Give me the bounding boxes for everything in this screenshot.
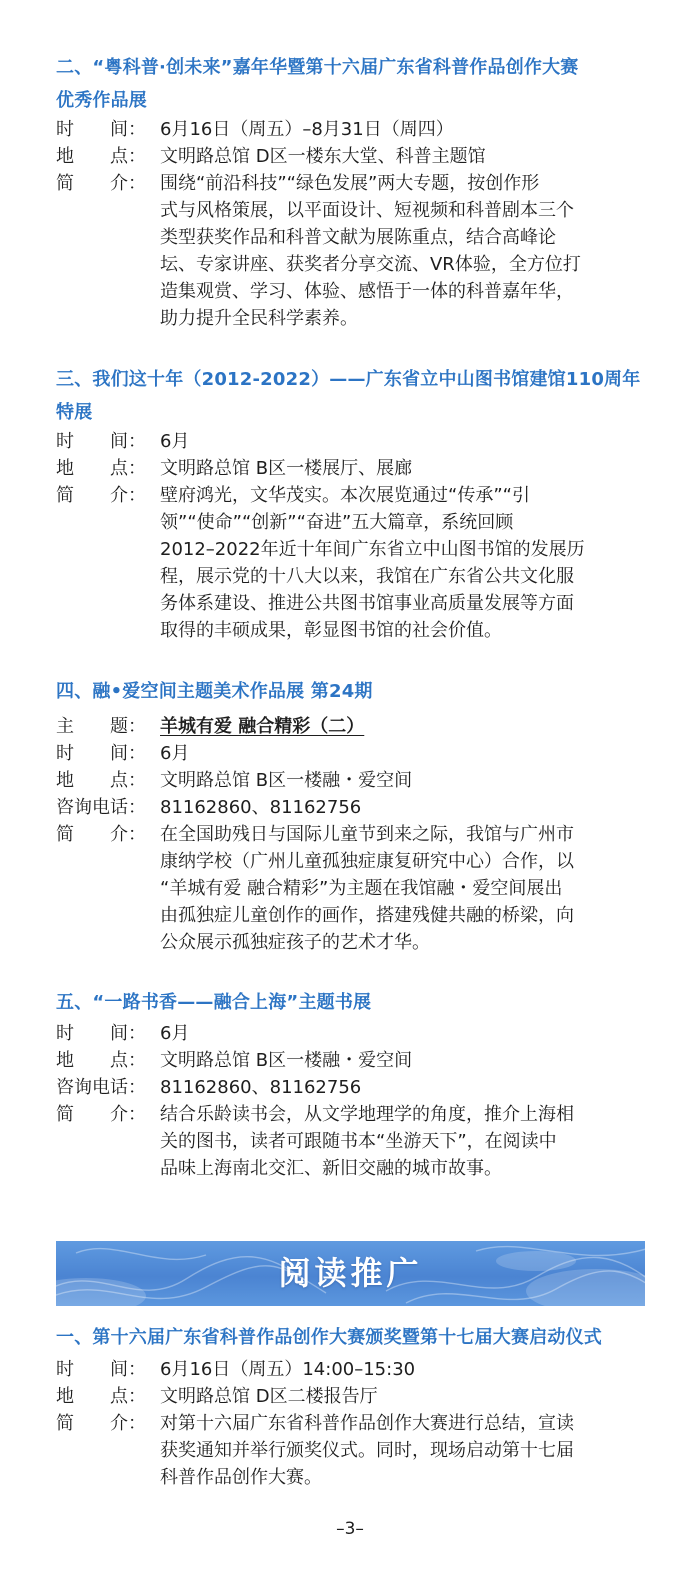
intro-line: 2012–2022年近十年间广东省立中山图书馆的发展历 — [160, 539, 585, 560]
intro-line: 取得的丰硕成果，彰显图书馆的社会价值。 — [160, 620, 502, 641]
intro-line: 助力提升全民科学素养。 — [160, 308, 358, 329]
place-label: 地 点： — [56, 1386, 146, 1407]
intro-line: 品味上海南北交汇、新旧交融的城市故事。 — [160, 1158, 502, 1179]
phone-value: 81162860、81162756 — [160, 797, 362, 818]
intro-line: 获奖通知并举行颁奖仪式。同时，现场启动第十七届 — [160, 1440, 574, 1461]
banner-title: 阅读推广 — [278, 1254, 423, 1292]
time-value: 6月 — [160, 431, 190, 452]
intro-line: 式与风格策展，以平面设计、短视频和科普剧本三个 — [160, 200, 574, 221]
intro-text — [160, 1410, 700, 1491]
time-value: 6月 — [160, 743, 190, 764]
place-value: 文明路总馆 B区一楼融・爱空间 — [160, 1050, 413, 1071]
place-value: 文明路总馆 D区一楼东大堂、科普主题馆 — [160, 146, 486, 167]
time-value: 6月 — [160, 1023, 190, 1044]
intro-line: 务体系建设、推进公共图书馆事业高质量发展等方面 — [160, 593, 574, 614]
intro-line: “羊城有爱 融合精彩”为主题在我馆融・爱空间展出 — [160, 878, 563, 899]
intro-label: 简 介： — [56, 485, 146, 506]
intro-line: 程，展示党的十八大以来，我馆在广东省公共文化服 — [160, 566, 574, 587]
intro-line: 在全国助残日与国际儿童节到来之际，我馆与广州市 — [160, 824, 574, 845]
reading-1-title — [56, 1321, 656, 1354]
intro-line: 领”“使命”“创新”“奋进”五大篇章，系统回顾 — [160, 512, 514, 533]
place-value: 文明路总馆 B区一楼融・爱空间 — [160, 770, 413, 791]
intro-line: 关的图书，读者可跟随书本“坐游天下”，在阅读中 — [160, 1131, 557, 1152]
place-label: 地 点： — [56, 146, 146, 167]
intro-text — [160, 482, 700, 644]
intro-label: 简 介： — [56, 173, 146, 194]
section-3-title-line: 三、我们这十年（2012-2022）——广东省立中山图书馆建馆110周年 — [56, 369, 641, 390]
intro-line: 壁府鸿光，文华茂实。本次展览通过“传承”“引 — [160, 485, 530, 506]
place-value: 文明路总馆 D区二楼报告厅 — [160, 1386, 378, 1407]
theme-value: 羊城有爱 融合精彩（二） — [160, 716, 365, 737]
page-number: –3– — [336, 1519, 364, 1539]
section-4-title-line: 四、融•爱空间主题美术作品展 第24期 — [56, 681, 373, 702]
intro-label: 简 介： — [56, 824, 146, 845]
time-value: 6月16日（周五）–8月31日（周四） — [160, 119, 454, 140]
phone-value: 81162860、81162756 — [160, 1077, 362, 1098]
section-3-title-line: 特展 — [56, 402, 93, 423]
phone-label: 咨询电话： — [56, 1077, 146, 1098]
time-value: 6月16日（周五）14:00–15:30 — [160, 1359, 416, 1380]
section-5-title-line: 五、“一路书香——融合上海”主题书展 — [56, 992, 372, 1013]
place-label: 地 点： — [56, 1050, 146, 1071]
section-5-title — [56, 986, 656, 1019]
section-2-title — [56, 51, 656, 117]
place-value: 文明路总馆 B区一楼展厅、展廊 — [160, 458, 413, 479]
section-4-title — [56, 675, 656, 708]
intro-line: 由孤独症儿童创作的画作，搭建残健共融的桥梁，向 — [160, 905, 574, 926]
time-label: 时 间： — [56, 1023, 146, 1044]
time-label: 时 间： — [56, 119, 146, 140]
intro-text — [160, 821, 700, 956]
intro-line: 类型获奖作品和科普文献为展陈重点，结合高峰论 — [160, 227, 556, 248]
section-3-title — [56, 363, 656, 429]
intro-label: 简 介： — [56, 1413, 146, 1434]
intro-label: 简 介： — [56, 1104, 146, 1125]
section-2-title-line: 优秀作品展 — [56, 90, 147, 111]
reading-promotion-banner — [56, 1241, 645, 1306]
place-label: 地 点： — [56, 458, 146, 479]
section-2-title-line: 二、“粤科普·创未来”嘉年华暨第十六届广东省科普作品创作大赛 — [56, 57, 579, 78]
phone-label: 咨询电话： — [56, 797, 146, 818]
theme-label: 主 题： — [56, 716, 146, 737]
intro-line: 科普作品创作大赛。 — [160, 1467, 322, 1488]
intro-line: 造集观赏、学习、体验、感悟于一体的科普嘉年华， — [160, 281, 574, 302]
intro-line: 结合乐龄读书会，从文学地理学的角度，推介上海相 — [160, 1104, 574, 1125]
time-label: 时 间： — [56, 743, 146, 764]
intro-line: 坛、专家讲座、获奖者分享交流、VR体验，全方位打 — [160, 254, 581, 275]
time-label: 时 间： — [56, 1359, 146, 1380]
intro-line: 围绕“前沿科技”“绿色发展”两大专题，按创作形 — [160, 173, 540, 194]
intro-text — [160, 1101, 700, 1182]
reading-1-title-line: 一、第十六届广东省科普作品创作大赛颁奖暨第十七届大赛启动仪式 — [56, 1327, 602, 1348]
time-label: 时 间： — [56, 431, 146, 452]
intro-line: 康纳学校（广州儿童孤独症康复研究中心）合作，以 — [160, 851, 574, 872]
place-label: 地 点： — [56, 770, 146, 791]
intro-text — [160, 170, 700, 332]
intro-line: 公众展示孤独症孩子的艺术才华。 — [160, 932, 430, 953]
intro-line: 对第十六届广东省科普作品创作大赛进行总结，宣读 — [160, 1413, 574, 1434]
